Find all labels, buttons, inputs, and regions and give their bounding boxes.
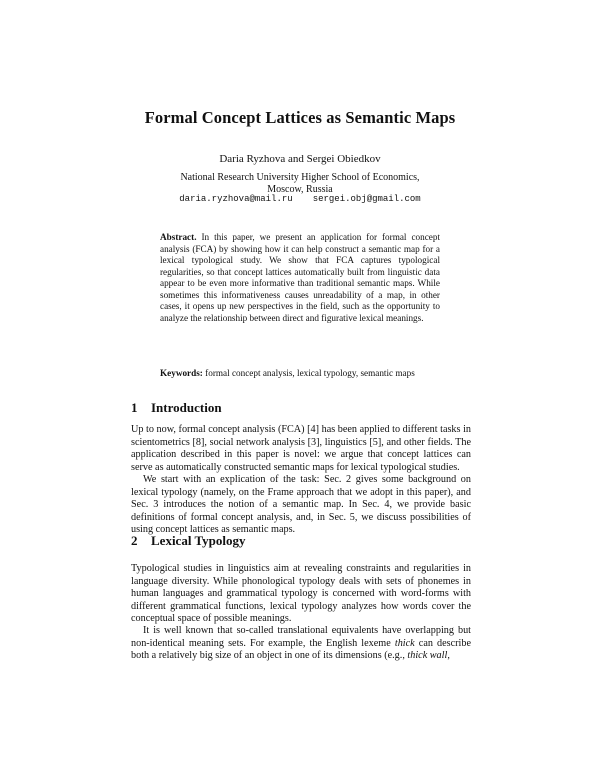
email-2[interactable]: sergei.obj@gmail.com [312,194,421,204]
author-emails [0,194,600,204]
section-number: 1 [131,400,138,415]
section-title: Introduction [151,400,222,415]
affiliation [0,172,600,196]
email-1[interactable]: daria.ryzhova@mail.ru [179,194,293,204]
section-title: Lexical Typology [151,533,246,548]
typology-paragraph-1: Typological studies in linguistics aim at revealing constraints and regularities in language diversity. While phonological typology deals with sets of phonemes in human languages and grammatical typology is concerned with word-forms with different grammatical functions, lexical typology analyzes how words cover the conceptual space of possible meanings. [131,563,471,625]
intro-paragraph-1: Up to now, formal concept analysis (FCA) [4] has been applied to different tasks in scientometrics [8], social network analysis [3], linguistics [5], and other fields. The application described in this paper is novel: we argue that concept lattices can serve as automatically constructed semantic maps for lexical typological studies. [131,424,471,473]
abstract-text: In this paper, we present an application for formal concept analysis (FCA) by showing how it can help construct a semantic map for a lexical typological study. We show that FCA captures typological regularities, so that concept lattices automatically built from linguistic data appear to be even more informative than traditional semantic maps. While sometimes this informativeness causes unreadability of a map, in other cases, it opens up new perspectives in the field, such as the opportunity to analyze the relationship between direct and figurative lexical meanings. [160,232,441,323]
italic-example: thick wall [407,650,448,662]
affiliation-line-1: National Research University Higher School of Economics, [180,172,420,183]
typology-paragraph-2 [131,625,471,663]
paper-authors: Daria Ryzhova and Sergei Obiedkov [219,153,381,165]
abstract-label: Abstract. [160,232,197,242]
paper-title: Formal Concept Lattices as Semantic Maps [144,108,456,127]
section-number: 2 [131,533,138,548]
keywords-text: formal concept analysis, lexical typology, semantic maps [205,368,415,378]
section-heading-introduction [131,400,222,416]
italic-term: thick [394,637,415,649]
text-run: , [447,650,450,662]
affiliation-line-2: Moscow, Russia [267,184,333,195]
text-run: can describe both a relatively big size of an object in one of its dimensions (e.g., [131,637,471,662]
intro-paragraph-2: We start with an explication of the task: Sec. 2 gives some background on lexical typology (namely, on the Frame approach that we adopt in this paper), and Sec. 3 introduces the notion of a semantic map. In Sec. 4, we provide basic definitions of formal concept analysis, and, in Sec. 5, we discuss possibilities of using concept lattices as semantic maps. [131,474,471,536]
keywords-label: Keywords: [160,368,203,378]
abstract [160,232,440,324]
text-run: It is well known that so-called translational equivalents have overlapping but non-identical meaning sets. For example, the English lexeme [131,625,471,649]
section-heading-lexical-typology [131,533,246,549]
keywords [160,368,450,378]
